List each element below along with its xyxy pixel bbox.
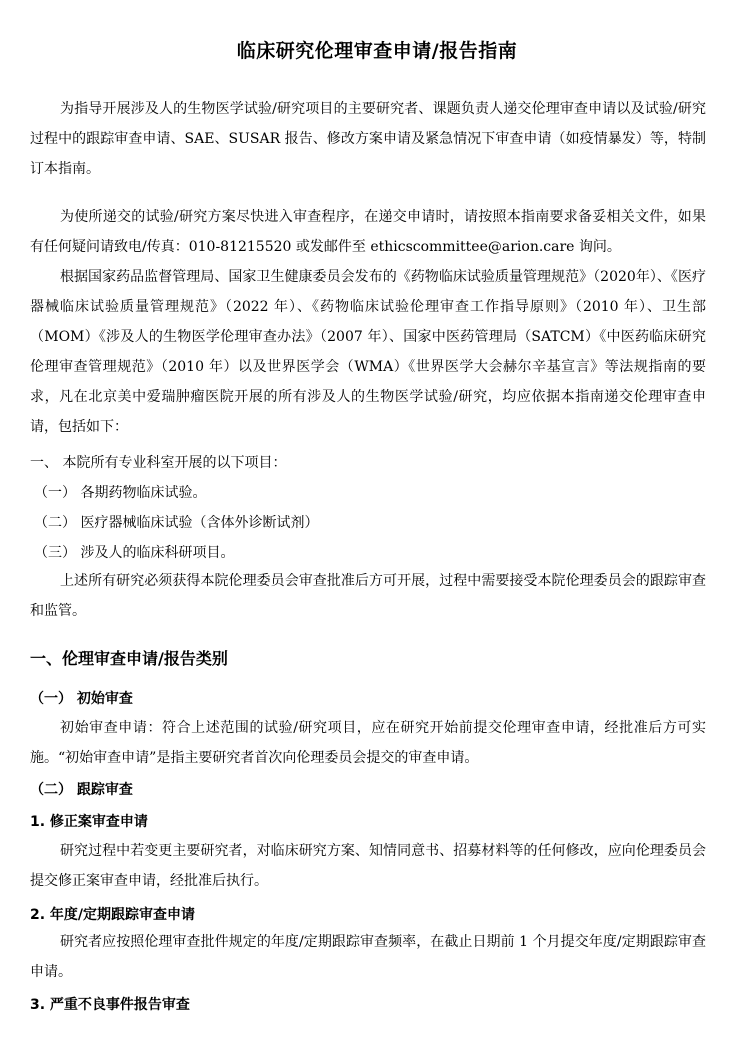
intro-paragraph-3: 根据国家药品监督管理局、国家卫生健康委员会发布的《药物临床试验质量管理规范》（2020年）、《医疗器械临床试验质量管理规范》（2022 年）、《药物临床试验伦理审查工作指导原则》（2010 年）、卫生部（MOM）《涉及人的生物医学伦理审查办法》（2007 年）、国家中医药管理局（SATCM）《中医药临床研究伦理审查管理规范》（2010 年）以及世界医学会（WMA）《世界医学大会赫尔辛基宣言》等法规指南的要求，凡在北京美中爱瑞肿瘤医院开展的所有涉及人的生物医学试验/研究，均应依据本指南递交伦理审查申请，包括如下： [30,269,706,435]
intro-paragraph-1: 为指导开展涉及人的生物医学试验/研究项目的主要研究者、课题负责人递交伦理审查申请以及试验/研究过程中的跟踪审查申请、SAE、SUSAR 报告、修改方案申请及紧急情况下审查申请（如疫情暴发）等，特制订本指南。 [30,101,706,177]
scope-note: 上述所有研究必须获得本院伦理委员会审查批准后方可开展，过程中需要接受本院伦理委员会的跟踪审查和监管。 [30,573,706,619]
scope-item-2: （二） 医疗器械临床试验（含体外诊断试剂） [34,515,319,531]
scope-heading: 一、 本院所有专业科室开展的以下项目： [30,455,287,471]
intro-paragraph-2: 为使所递交的试验/研究方案尽快进入审查程序，在递交申请时，请按照本指南要求备妥相关文件，如果有任何疑问请致电/传真：010-81215520 或发邮件至 ethicscommittee@arion.care 询问。 [30,209,706,255]
scope-item-3: （三） 涉及人的临床科研项目。 [34,545,235,561]
subsection-follow-up-heading: （二） 跟踪审查 [30,782,133,798]
scope-item-1: （一） 各期药物临床试验。 [34,485,207,501]
item-amendment-text: 研究过程中若变更主要研究者，对临床研究方案、知情同意书、招募材料等的任何修改，应向伦理委员会提交修正案审查申请，经批准后执行。 [30,843,706,889]
item-sae-report-heading: 3. 严重不良事件报告审查 [30,997,190,1013]
subsection-initial-review-text: 初始审查申请：符合上述范围的试验/研究项目，应在研究开始前提交伦理审查申请，经批准后方可实施。“初始审查申请”是指主要研究者首次向伦理委员会提交的审查申请。 [30,720,706,766]
item-annual-review-heading: 2. 年度/定期跟踪审查申请 [30,907,196,923]
section-1-heading: 一、伦理审查申请/报告类别 [30,649,228,668]
item-amendment-heading: 1. 修正案审查申请 [30,814,148,830]
document-title: 临床研究伦理审查申请/报告指南 [236,40,518,62]
subsection-initial-review-heading: （一） 初始审查 [30,691,133,707]
item-annual-review-text: 研究者应按照伦理审查批件规定的年度/定期跟踪审查频率，在截止日期前 1 个月提交年度/定期跟踪审查申请。 [30,934,706,980]
